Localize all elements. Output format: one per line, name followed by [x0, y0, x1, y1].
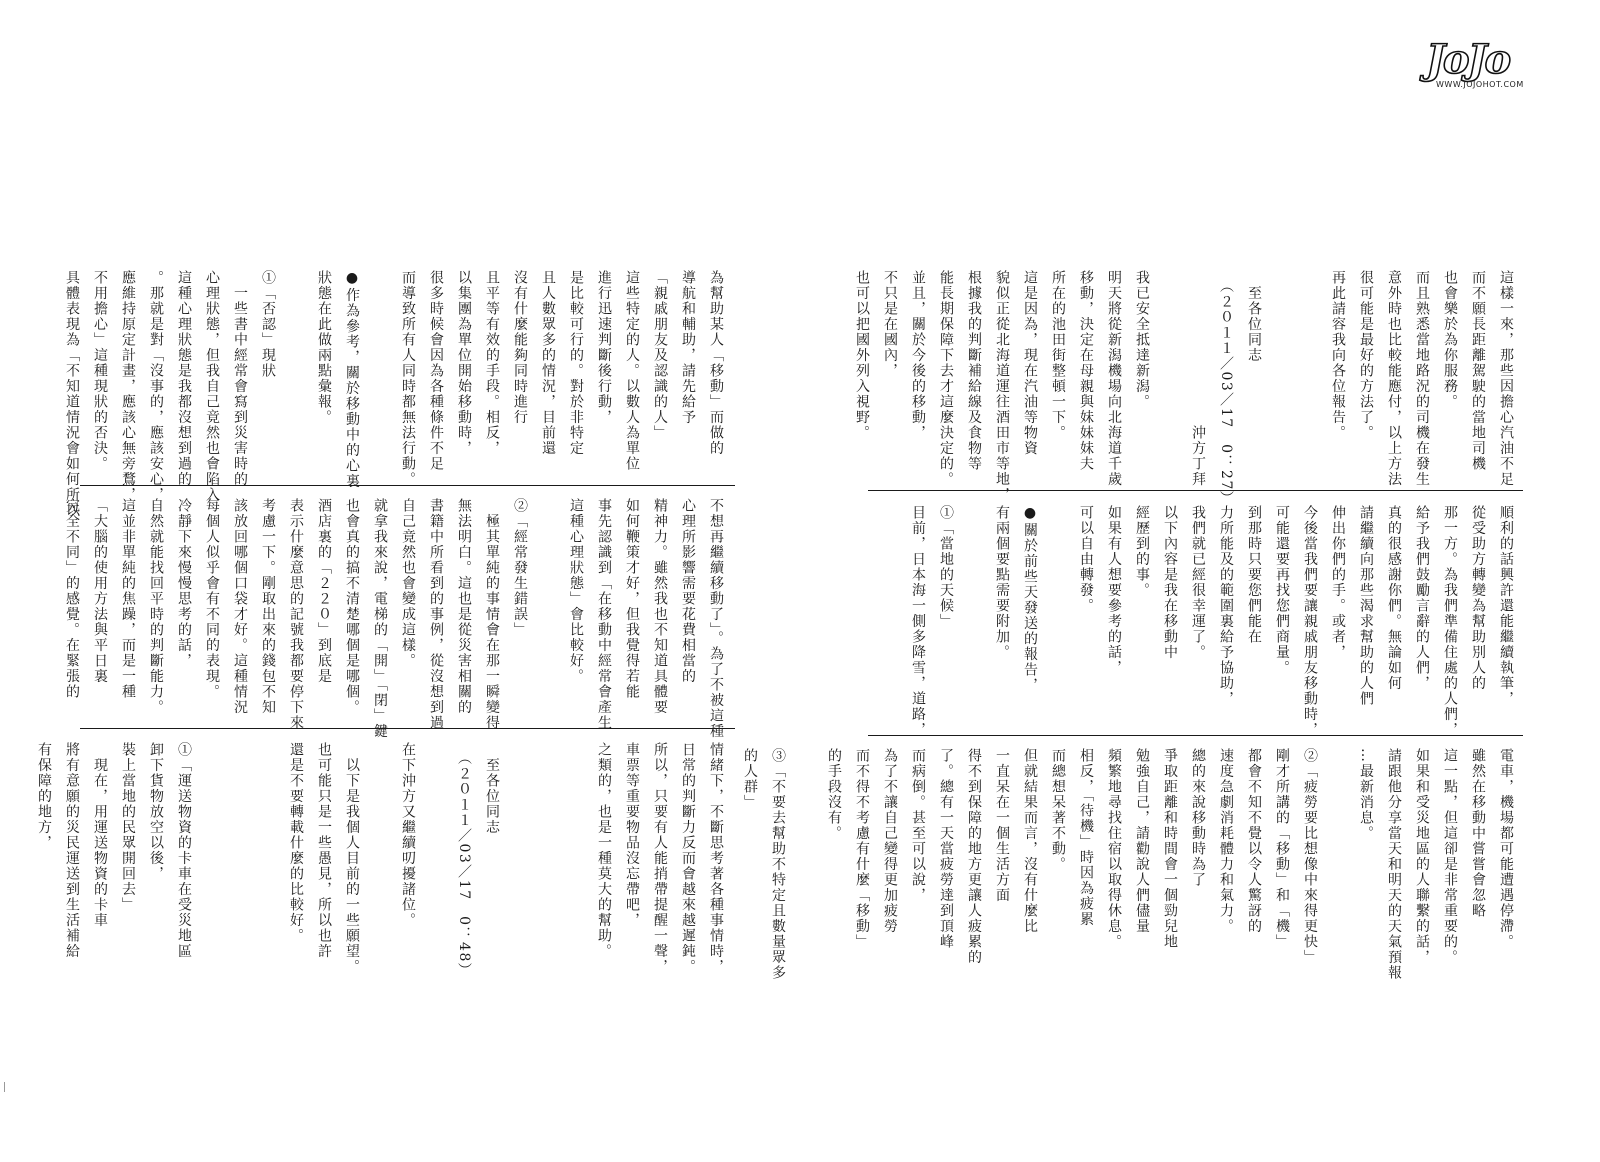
jojo-logo [1426, 36, 1576, 98]
logo-url: WWW.JOJOHOT.COM [1436, 80, 1524, 89]
left-page-middle-text: 不想再繼續移動了」。為了不被這種 心理所影響需要花費相當的 精神力。雖然我也不知道具體要 如何鞭策才好，但我覺得若能 事先認識到「在移動中經常會產生 這種心理狀態」會比較好。 ②「經常發生錯誤」 極其單純的事情會在那一瞬變得 無法明白。這也是從災害相關的 書籍中所看到的事例，從沒想到過 自己竟然也會變成這樣。 就拿我來說，電梯的「開」「閉」鍵 也會真的搞不清楚哪個是哪個。 酒店裏的「２２０」到底是 表示什麼意思的記號我都要停下來 考慮一下。剛取出來的錢包不知 該放回哪個口袋才好。這種情況 每個人似乎會有不同的表現。 冷靜下來慢慢思考的話， 自然就能找回平時的判斷能力。 這並非單純的焦躁，而是一種 「大腦的使用方法與平日裏 完全不同」的感覺。在緊張的 [64, 498, 724, 739]
scan-edge-mark [4, 1082, 9, 1092]
left-page-top-text: 為幫助某人「移動」而做的 導航和輔助，請先給予 「親戚朋友及認識的人」 這些特定的人。以數人為單位 進行迅速判斷後行動， 是比較可行的。對於非特定 且人數眾多的情況，目前還 沒有什麼能夠同時進行 且平等有效的手段。相反， 以集團為單位開始移動時， 很多時候會因為各種條件不足 而導致所有人同時都無法行動。 ●作為參考，關於移動中的心裏 狀態在此做兩點彙報。 ①「否認」現狀 一些書中經常會寫到災害時的 心理狀態，但我自己竟然也會陷入 這種心理狀態是我都沒想到過的 。那就是對「沒事的，應該安心， 應維持原定計畫，應該心無旁鶩， 不用擔心」這種現狀的否決。 具體表現為「不知道情況會如何所以 [64, 270, 724, 518]
right-page-bottom-text: 電車，機場都可能遭遇停滯。 雖然在移動中嘗嘗會忽略 這一點，但這卻是非常重要的。 如果和受災地區的人聯繫的話， 請跟他分享當天和明天的天氣預報 …最新消息。 ②「疲勞要比想像中來得更快」 剛才所講的「移動」和「機」 都會不知不覺以令人驚訝的 速度急劇消耗體力和氣力。 總的來說移動時為了 爭取距離和時間會一個勁兒地 勉強自己，請勸說人們儘量 頻繁地尋找住宿以取得休息。 相反，「待機」時因為疲累 而總想呆著不動。 但就結果而言，沒有什麼比 一直呆在一個生活方面 得不到保障的地方更讓人疲累的 了。總有一天當疲勞達到頂峰 而病倒。甚至可以說， 為了不讓自己變得更加疲勞 而不得不考慮有什麼「移動」 的手段沒有。 ③「不要去幫助不特定且數量眾多 的人群」 [742, 748, 1514, 981]
right-page-divider-bottom [868, 735, 1523, 736]
right-page-middle-text: 順利的話興許還能繼續執筆， 從受助方轉變為幫助別人的 那一方。為我們準備住處的人們， 給予我們鼓勵言辭的人們， 真的很感謝你們。無論如何 請繼續向那些渴求幫助的人們 伸出你們的手。或者， 今後當我們要讓親戚朋友移動時， 可能還要再找您們商量。 到那時只要您們能在 力所能及的範圍裏給予協助， 我們就已經很幸運了。 以下內容是我在移動中 經歷到的事。 如果有人想要參考的話， 可以自由轉發。 ●關於前些天發送的報告， 有兩個要點需要附加。 ①「當地的天候」 目前，日本海一側多降雪，道路， [910, 505, 1514, 738]
right-page-top-text: 這樣一來，那些因擔心汽油不足 而不願長距離駕駛的當地司機 也會樂於為你服務。 而且熟悉當地路況的司機在發生 意外時也比較能應付，以上方法 很可能是最好的方法了。 再此請容我向各位報告。 至各位同志 （２０１１／03／17 0：27） 沖方丁拜 我已安全抵達新潟。 明天將從新潟機場向北海道千歲 移動，決定在母親與妹妹妹夫 所在的池田街整頓一下。 這是因為，現在汽油等物資 貌似正從北海道運往酒田市等地， 根據我的判斷補給線及食物等 能長期保障下去才這麼決定的。 並且，關於今後的移動， 不只是在國內， 也可以把國外列入視野。 [854, 270, 1514, 507]
left-page-divider-bottom [80, 728, 735, 729]
left-page-bottom-text: 情緒下，不斷思考著各種事情時， 日常的判斷力反而會越來越遲鈍。 所以，只要有人能捎帶提醒一聲， 車票等重要物品沒忘帶吧， 之類的，也是一種莫大的幫助。 至各位同志 （２０１１／03／17 0：48） 在下沖方又繼續叨擾諸位。 以下是我個人目前的一些願望。 也可能只是一些愚見，所以也許 還是不要轉載什麼的比較好。 ①「運送物資的卡車在受災地區 卸下貨物放空以後， 裝上當地的民眾開回去」 現在，用運送物資的卡車 將有意願的災民運送到生活補給 有保障的地方， [36, 742, 724, 979]
right-page-divider-top [868, 490, 1523, 491]
logo-text: JoJo [1426, 36, 1510, 83]
left-page-divider-top [80, 485, 735, 486]
